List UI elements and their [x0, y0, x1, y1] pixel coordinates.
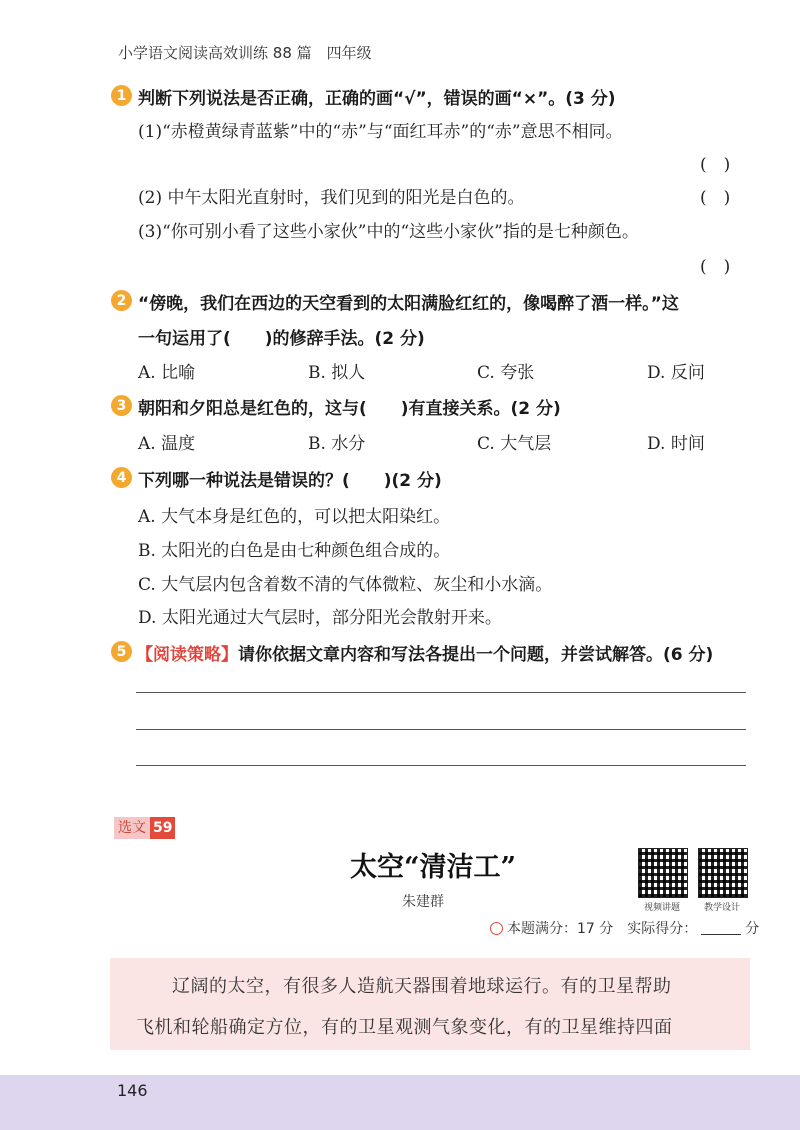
question-number-3: 3: [111, 395, 132, 416]
answer-line-3[interactable]: [136, 765, 746, 766]
q2-option-d[interactable]: D. 反问: [647, 363, 705, 383]
q1-answer-paren-2[interactable]: ( ): [700, 188, 731, 208]
question-number-4: 4: [111, 467, 132, 488]
question-number-5: 5: [111, 641, 132, 662]
score-text: 本题满分：17 分 实际得分：: [507, 921, 698, 937]
q3-option-d[interactable]: D. 时间: [647, 434, 705, 454]
question-4-text: 下列哪一种说法是错误的？( )(2 分): [138, 471, 442, 491]
score-row: [490, 918, 759, 938]
qr-label-design: 教学设计: [704, 903, 741, 913]
score-blank[interactable]: [701, 922, 741, 935]
q2-option-b[interactable]: B. 拟人: [308, 363, 366, 383]
q4-option-b[interactable]: B. 太阳光的白色是由七种颜色组合成的。: [138, 541, 451, 561]
article-title: 太空“清洁工”: [350, 852, 517, 883]
q1-item-2: (2) 中午太阳光直射时，我们见到的阳光是白色的。: [138, 188, 525, 208]
selection-tag: [114, 817, 175, 839]
reading-strategy-label: 【阅读策略】: [136, 645, 238, 665]
question-3-text: 朝阳和夕阳总是红色的，这与( )有直接关系。(2 分): [138, 399, 561, 419]
qr-code-design-icon[interactable]: [698, 848, 748, 898]
q4-option-d[interactable]: D. 太阳光通过大气层时，部分阳光会散射开来。: [138, 608, 502, 628]
qr-label-video: 视频讲题: [644, 903, 681, 913]
q3-option-c[interactable]: C. 大气层: [477, 434, 552, 454]
page-number: 146: [117, 1081, 148, 1100]
passage-line-1: 辽阔的太空，有很多人造航天器围着地球运行。有的卫星帮助: [172, 976, 672, 997]
question-5-text: 请你依据文章内容和写法各提出一个问题，并尝试解答。(6 分): [238, 645, 714, 665]
question-2-text-line1: “傍晚，我们在西边的天空看到的太阳满脸红红的，像喝醉了酒一样。”这: [138, 294, 679, 314]
q1-answer-paren-3[interactable]: ( ): [700, 257, 731, 277]
q4-option-a[interactable]: A. 大气本身是红色的，可以把太阳染红。: [138, 507, 451, 527]
answer-line-2[interactable]: [136, 729, 746, 730]
passage-line-2: 飞机和轮船确定方位，有的卫星观测气象变化，有的卫星维持四面: [136, 1017, 673, 1038]
q1-answer-paren-1[interactable]: ( ): [700, 155, 731, 175]
answer-line-1[interactable]: [136, 692, 746, 693]
question-number-1: 1: [111, 85, 132, 106]
selection-tag-label: 选文: [114, 817, 150, 839]
question-1-text: 判断下列说法是否正确，正确的画“√”，错误的画“×”。(3 分): [138, 89, 616, 109]
qr-code-video-icon[interactable]: [638, 848, 688, 898]
q3-option-b[interactable]: B. 水分: [308, 434, 366, 454]
score-unit: 分: [745, 921, 760, 937]
q1-item-3: (3)“你可别小看了这些小家伙”中的“这些小家伙”指的是七种颜色。: [138, 222, 639, 242]
q2-option-a[interactable]: A. 比喻: [138, 363, 196, 383]
q1-item-1: (1)“赤橙黄绿青蓝紫”中的“赤”与“面红耳赤”的“赤”意思不相同。: [138, 122, 623, 142]
q2-option-c[interactable]: C. 夸张: [477, 363, 535, 383]
article-author: 朱建群: [402, 894, 444, 910]
selection-tag-number: 59: [150, 817, 175, 839]
q4-option-c[interactable]: C. 大气层内包含着数不清的气体微粒、灰尘和小水滴。: [138, 575, 553, 595]
book-header: 小学语文阅读高效训练 88 篇 四年级: [118, 44, 372, 62]
q3-option-a[interactable]: A. 温度: [138, 434, 196, 454]
question-number-2: 2: [111, 290, 132, 311]
clock-icon: [490, 922, 503, 935]
question-2-text-line2: 一句运用了( )的修辞手法。(2 分): [138, 329, 425, 349]
